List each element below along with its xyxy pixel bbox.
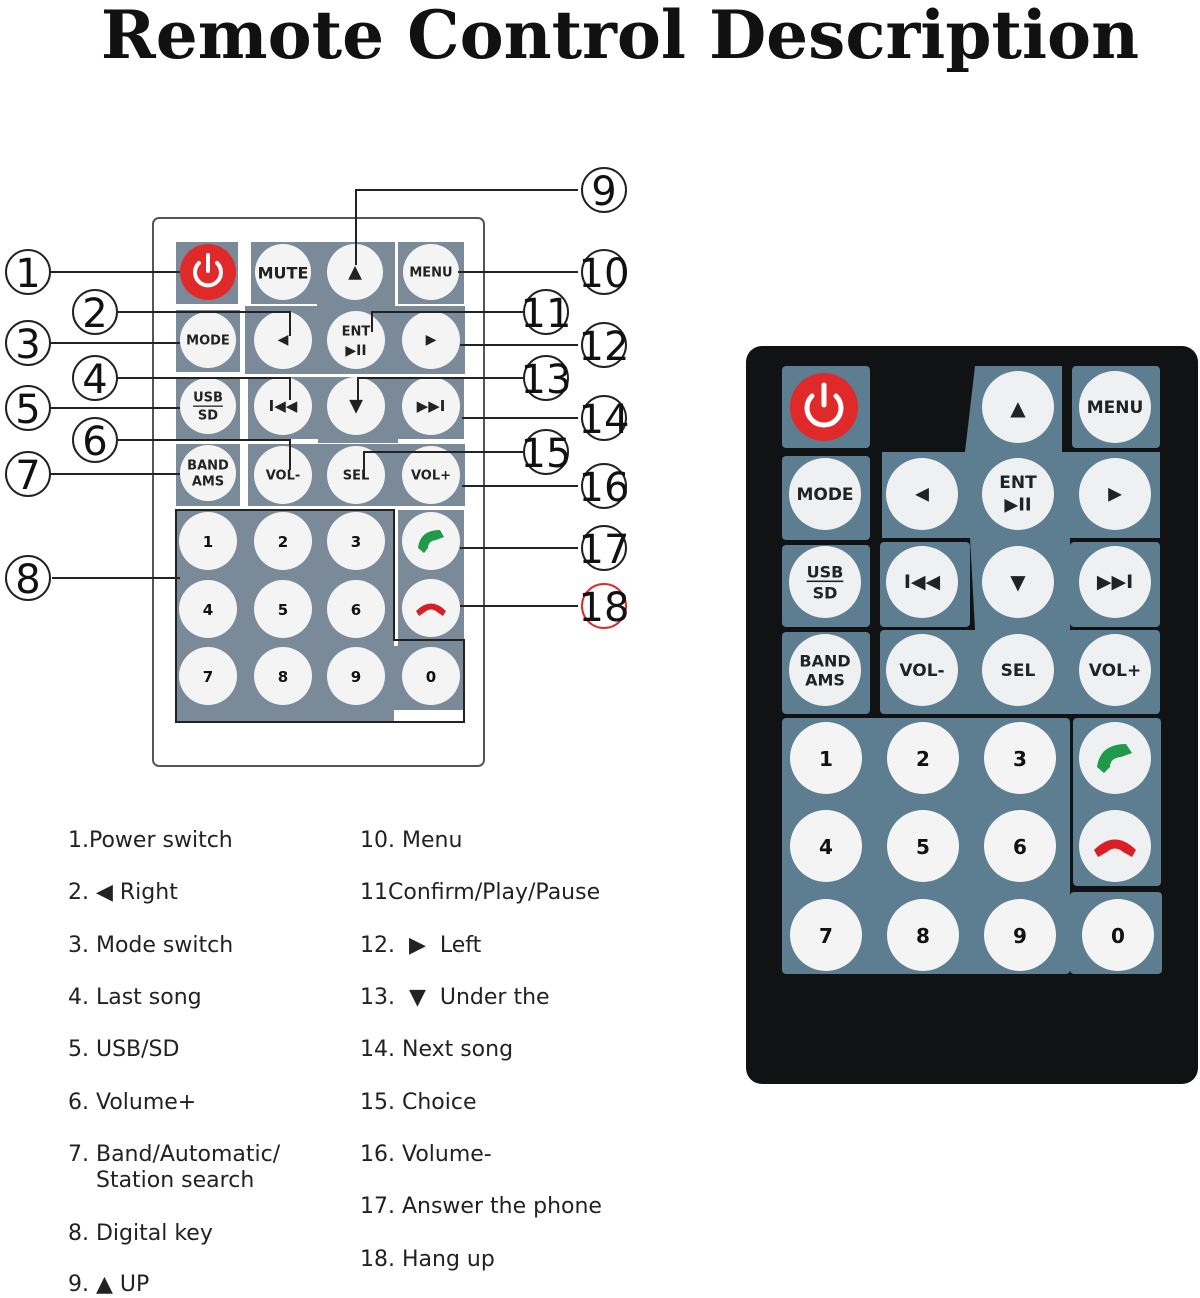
photo-digit-1-label: 1	[819, 747, 833, 771]
photo-band-label: BAND	[799, 651, 851, 671]
prev-icon: I◀◀	[268, 397, 298, 415]
callout-15-label: 15	[520, 431, 572, 477]
legend-item: 13. ▼ Under the	[360, 985, 550, 1010]
legend-item: 2. ◀ Right	[68, 880, 178, 905]
usb-label: USB	[193, 390, 223, 406]
callout-9-label: 9	[591, 169, 617, 215]
photo-down-arrow-icon: ▼	[1010, 570, 1026, 594]
left-arrow-icon: ◀	[277, 332, 289, 348]
band-label: BAND	[187, 458, 229, 474]
play-pause-icon: ▶II	[345, 343, 367, 359]
photo-ent-label: ENT	[999, 473, 1037, 493]
sel-label: SEL	[342, 468, 370, 484]
page-title: Remote Control Description	[100, 0, 1140, 74]
sd-label: SD	[197, 408, 219, 424]
legend-item: 8. Digital key	[68, 1221, 213, 1246]
callout-10-label: 10	[578, 251, 630, 297]
photo-digit-3-label: 3	[1013, 747, 1027, 771]
legend-item: 5. USB/SD	[68, 1037, 180, 1062]
legend-item: 16. Volume-	[360, 1142, 492, 1167]
photo-usb-label: USB	[806, 562, 844, 582]
photo-digit-5-label: 5	[916, 835, 930, 859]
photo-prev-icon: I◀◀	[903, 571, 941, 593]
callout-12-label: 12	[578, 324, 630, 370]
legend-item: 9. ▲ UP	[68, 1272, 150, 1297]
mode-label: MODE	[186, 333, 230, 349]
legend-left	[68, 828, 348, 1297]
photo-right-arrow-icon: ▶	[1108, 483, 1122, 505]
legend-item: 12. ▶ Left	[360, 933, 482, 958]
photo-mode-label: MODE	[796, 485, 854, 505]
photo-left-arrow-icon: ◀	[915, 483, 929, 505]
schematic-digit-8-label: 8	[277, 668, 289, 686]
legend-item: 17. Answer the phone	[360, 1194, 602, 1219]
callout-8-label: 8	[15, 557, 41, 603]
legend-item: 6. Volume+	[68, 1090, 197, 1115]
photo-digit-6-label: 6	[1013, 835, 1027, 859]
schematic-digit-6-label: 6	[350, 601, 362, 619]
photo-digit-9-label: 9	[1013, 924, 1027, 948]
ent-button[interactable]	[327, 311, 385, 369]
schematic-digit-1-label: 1	[202, 533, 214, 551]
schematic-digit-4-label: 4	[202, 601, 214, 619]
callout-7-label: 7	[15, 453, 41, 499]
menu-label: MENU	[409, 265, 453, 281]
schematic-digit-5-label: 5	[277, 601, 289, 619]
legend-item: 15. Choice	[360, 1090, 477, 1115]
photo-sd-label: SD	[812, 583, 838, 603]
usb-sd-button[interactable]	[180, 378, 236, 434]
callout-5-label: 5	[15, 387, 41, 433]
schematic-remote	[153, 218, 484, 766]
photo-vol-minus-label: VOL-	[899, 661, 945, 681]
callout-2-label: 2	[82, 291, 108, 337]
legend-item: 3. Mode switch	[68, 933, 234, 958]
photo-usb-sd-button[interactable]	[789, 546, 861, 618]
photo-digit-0-label: 0	[1111, 924, 1125, 948]
photo-digit-7-label: 7	[819, 924, 833, 948]
callout-13-label: 13	[520, 357, 572, 403]
photo-digit-4-label: 4	[819, 835, 833, 859]
schematic-digit-9-label: 9	[350, 668, 362, 686]
photo-next-icon: ▶▶I	[1096, 571, 1134, 593]
photo-digit-2-label: 2	[916, 747, 930, 771]
callout-11-label: 11	[520, 291, 572, 337]
photo-ams-label: AMS	[805, 670, 845, 690]
callout-17-label: 17	[578, 527, 630, 573]
down-arrow-icon: ▼	[349, 395, 363, 417]
mute-label: MUTE	[257, 263, 309, 283]
photo-vol-plus-label: VOL+	[1088, 661, 1142, 681]
callout-16-label: 16	[578, 465, 630, 511]
legend-item: 4. Last song	[68, 985, 202, 1010]
up-arrow-icon: ▲	[348, 261, 362, 283]
callout-1-label: 1	[15, 251, 41, 297]
photo-digit-8-label: 8	[916, 924, 930, 948]
photo-remote	[746, 346, 1198, 1084]
legend-item: 18. Hang up	[360, 1247, 495, 1272]
callout-6-label: 6	[82, 419, 108, 465]
right-arrow-icon: ▶	[425, 332, 437, 348]
schematic-digit-3-label: 3	[350, 533, 362, 551]
legend-right	[360, 828, 660, 1272]
legend-item: 1.Power switch	[68, 828, 233, 853]
legend-item: 7. Band/Automatic/ Station search	[68, 1142, 281, 1193]
legend-item: 11Confirm/Play/Pause	[360, 880, 601, 905]
callout-14-label: 14	[578, 397, 630, 443]
schematic-digit-2-label: 2	[277, 533, 289, 551]
vol-minus-label: VOL-	[265, 468, 301, 484]
schematic-digit-0-label: 0	[425, 668, 437, 686]
photo-menu-label: MENU	[1086, 398, 1144, 418]
schematic-digit-7-label: 7	[202, 668, 214, 686]
vol-plus-label: VOL+	[410, 468, 452, 484]
next-icon: ▶▶I	[416, 397, 446, 415]
legend-item: 14. Next song	[360, 1037, 514, 1062]
legend-item: 10. Menu	[360, 828, 463, 853]
photo-up-arrow-icon: ▲	[1010, 396, 1026, 420]
photo-sel-label: SEL	[1000, 661, 1036, 681]
callout-18-label: 18	[578, 585, 630, 631]
callout-3-label: 3	[15, 322, 41, 368]
ams-label: AMS	[191, 474, 225, 490]
photo-play-pause-icon: ▶II	[1004, 494, 1032, 516]
callout-4-label: 4	[82, 357, 108, 403]
ent-label: ENT	[341, 324, 371, 340]
